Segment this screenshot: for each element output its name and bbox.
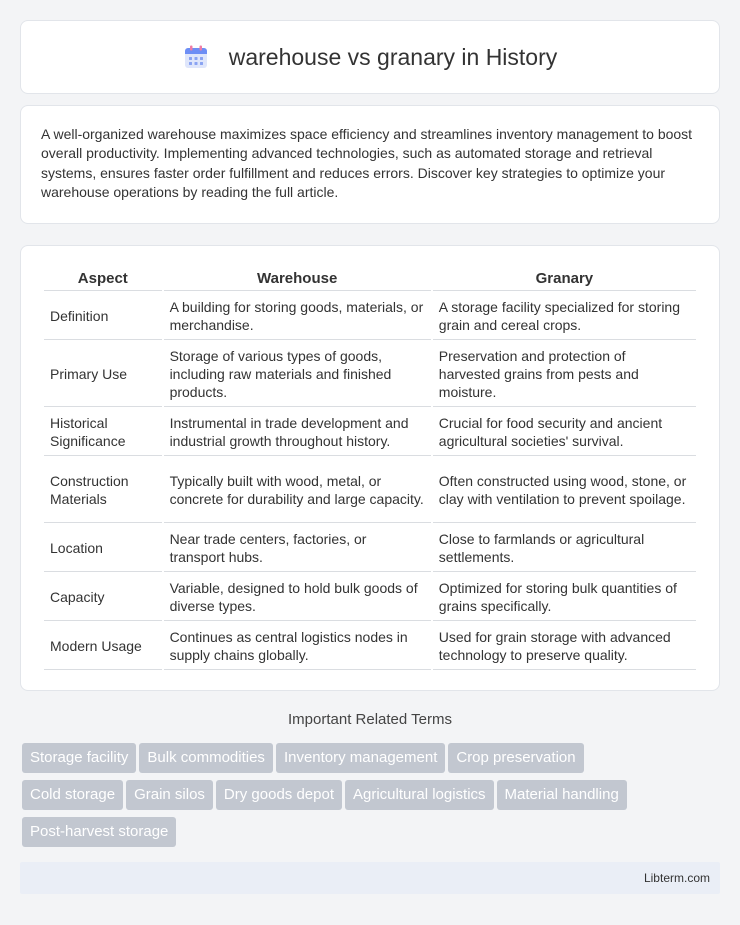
comparison-table-card xyxy=(20,245,720,691)
aspect-cell: Location xyxy=(44,523,162,572)
warehouse-cell: Near trade centers, factories, or transport hubs. xyxy=(164,523,431,572)
granary-cell: Often constructed using wood, stone, or clay with ventilation to prevent spoilage. xyxy=(433,456,696,523)
aspect-cell: Definition xyxy=(44,291,162,340)
table-row xyxy=(44,523,696,572)
calendar-icon xyxy=(183,44,209,70)
granary-cell: Preservation and protection of harvested grains from pests and moisture. xyxy=(433,340,696,407)
tag-cold-storage[interactable]: Cold storage xyxy=(22,780,123,810)
granary-cell: Close to farmlands or agricultural settlements. xyxy=(433,523,696,572)
aspect-cell: Modern Usage xyxy=(44,621,162,670)
tag-storage-facility[interactable]: Storage facility xyxy=(22,743,136,773)
tag-inventory-management[interactable]: Inventory management xyxy=(276,743,445,773)
tag-post-harvest-storage[interactable]: Post-harvest storage xyxy=(22,817,176,847)
table-row xyxy=(44,456,696,523)
granary-cell: Optimized for storing bulk quantities of grains specifically. xyxy=(433,572,696,621)
comparison-table xyxy=(42,266,698,670)
aspect-cell: Construction Materials xyxy=(44,456,162,523)
tag-crop-preservation[interactable]: Crop preservation xyxy=(448,743,583,773)
aspect-cell: Historical Significance xyxy=(44,407,162,456)
table-row xyxy=(44,291,696,340)
warehouse-cell: Continues as central logistics nodes in supply chains globally. xyxy=(164,621,431,670)
warehouse-cell: Instrumental in trade development and industrial growth throughout history. xyxy=(164,407,431,456)
related-terms-title: Important Related Terms xyxy=(288,711,452,728)
granary-cell: Used for grain storage with advanced technology to preserve quality. xyxy=(433,621,696,670)
related-terms-tags xyxy=(22,743,722,854)
aspect-cell: Capacity xyxy=(44,572,162,621)
tag-grain-silos[interactable]: Grain silos xyxy=(126,780,213,810)
header-card xyxy=(20,20,720,94)
tag-agricultural-logistics[interactable]: Agricultural logistics xyxy=(345,780,494,810)
tag-dry-goods-depot[interactable]: Dry goods depot xyxy=(216,780,342,810)
table-header-row xyxy=(44,266,696,291)
granary-cell: A storage facility specialized for storing grain and cereal crops. xyxy=(433,291,696,340)
column-header-granary: Granary xyxy=(433,266,696,291)
granary-cell: Crucial for food security and ancient agricultural societies' survival. xyxy=(433,407,696,456)
warehouse-cell: A building for storing goods, materials, or merchandise. xyxy=(164,291,431,340)
column-header-aspect: Aspect xyxy=(44,266,162,291)
intro-paragraph: A well-organized warehouse maximizes space efficiency and streamlines inventory management to boost overall productivity. Implementing advanced technologies, such as automated storage and retrieval systems, ensures faster order fulfillment and reduces errors. Discover key strategies to optimize your warehouse operations by reading the full article. xyxy=(41,126,693,200)
table-row xyxy=(44,621,696,670)
warehouse-cell: Storage of various types of goods, including raw materials and finished products. xyxy=(164,340,431,407)
column-header-warehouse: Warehouse xyxy=(164,266,431,291)
table-row xyxy=(44,407,696,456)
warehouse-cell: Variable, designed to hold bulk goods of diverse types. xyxy=(164,572,431,621)
intro-card xyxy=(20,105,720,224)
tag-bulk-commodities[interactable]: Bulk commodities xyxy=(139,743,273,773)
tag-material-handling[interactable]: Material handling xyxy=(497,780,627,810)
footer-site-link[interactable]: Libterm.com xyxy=(643,871,710,885)
warehouse-cell: Typically built with wood, metal, or concrete for durability and large capacity. xyxy=(164,456,431,523)
footer xyxy=(20,862,720,894)
aspect-cell: Primary Use xyxy=(44,340,162,407)
page-title: warehouse vs granary in History xyxy=(228,43,558,70)
table-row xyxy=(44,340,696,407)
table-row xyxy=(44,572,696,621)
